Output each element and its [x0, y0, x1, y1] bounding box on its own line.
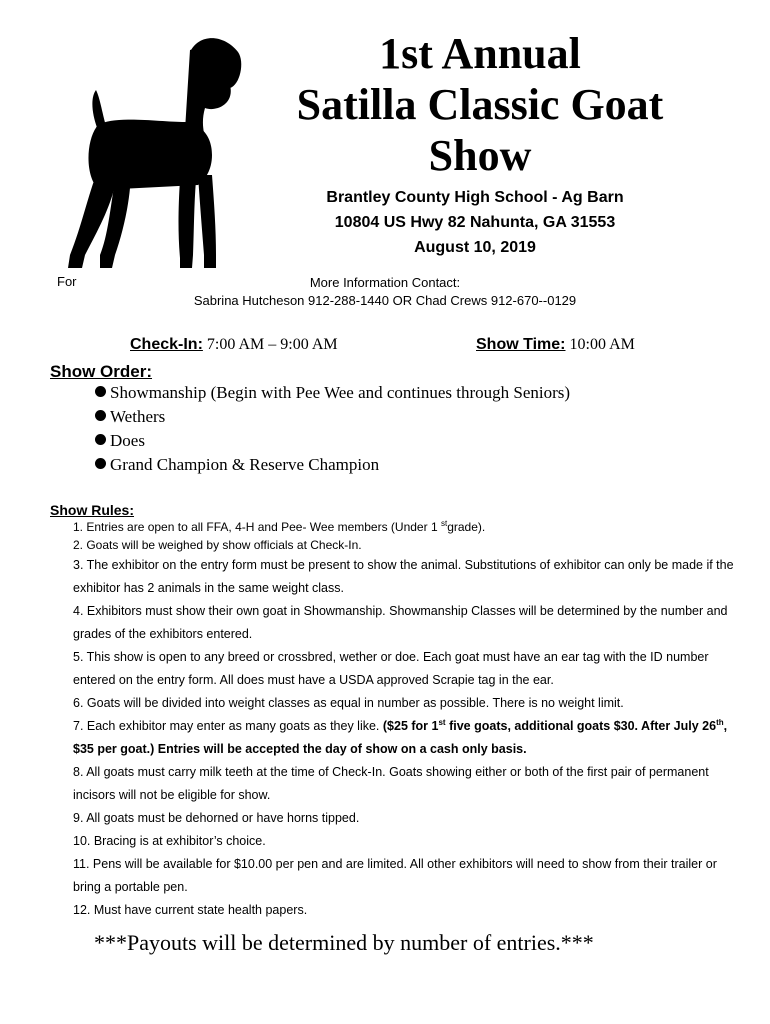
showtime-value: 10:00 AM — [569, 336, 635, 353]
show-order-heading: Show Order: — [50, 362, 153, 381]
rule-2: 2. Goats will be weighed by show officials at Check-In. — [73, 538, 362, 552]
rule-11: 11. Pens will be available for $10.00 per pen and are limited. All other exhibitors will need to show from their trailer or bring a portable pen. — [73, 857, 717, 894]
show-order-list — [95, 381, 570, 477]
show-rules-list — [73, 518, 738, 922]
title-line-1: 1st Annual — [379, 29, 581, 78]
show-rules-heading: Show Rules: — [50, 502, 135, 518]
venue-address: 10804 US Hwy 82 Nahunta, GA 31553 — [334, 214, 616, 231]
for-label: For — [57, 274, 77, 289]
rule-12: 12. Must have current state health papers. — [73, 903, 308, 917]
rule-10: 10. Bracing is at exhibitor’s choice. — [73, 834, 266, 848]
event-title — [270, 28, 690, 181]
goat-silhouette-icon — [40, 30, 250, 275]
list-item: Does — [95, 429, 570, 453]
title-line-2: Satilla Classic Goat — [296, 80, 664, 129]
showtime-label: Show Time: — [476, 336, 566, 353]
list-item: Showmanship (Begin with Pee Wee and continues through Seniors) — [95, 381, 570, 405]
showtime-row — [476, 336, 635, 354]
checkin-value: 7:00 AM – 9:00 AM — [206, 336, 338, 353]
list-item: Wethers — [95, 405, 570, 429]
list-item: Grand Champion & Reserve Champion — [95, 453, 570, 477]
rule-1: 1. Entries are open to all FFA, 4-H and Pee- Wee members (Under 1 $^{st}$grade). — [73, 519, 486, 534]
checkin-label: Check-In: — [130, 336, 203, 353]
rule-7: 7. Each exhibitor may enter as many goats as they like. ($25 for 1st five goats, additional goats $30. After July 26th, $35 per goat.) Entries will be accepted the day of show on a cash only basis. — [73, 717, 728, 756]
rule-8: 8. All goats must carry milk teeth at the time of Check-In. Goats showing either or both of the first pair of permanent incisors will not be eligible for show. — [73, 765, 709, 802]
rule-6: 6. Goats will be divided into weight classes as equal in number as possible. There is no weight limit. — [73, 696, 624, 710]
contact-heading: More Information Contact: — [309, 275, 461, 290]
title-line-3: Show — [428, 131, 532, 180]
payouts-note: ***Payouts will be determined by number of entries.*** — [94, 930, 594, 955]
bullet-icon — [95, 458, 106, 469]
contact-names: Sabrina Hutcheson 912-288-1440 OR Chad Crews 912-670--0129 — [193, 293, 577, 308]
rule-3: 3. The exhibitor on the entry form must be present to show the animal. Substitutions of exhibitor can only be made if the exhibitor has 2 animals in the same weight class. — [73, 558, 734, 595]
venue-block — [270, 185, 680, 260]
rule-9: 9. All goats must be dehorned or have horns tipped. — [73, 811, 360, 825]
bullet-icon — [95, 434, 106, 445]
checkin-row — [130, 336, 338, 354]
contact-block — [150, 274, 620, 310]
event-date: August 10, 2019 — [414, 239, 536, 256]
bullet-icon — [95, 386, 106, 397]
venue-school: Brantley County High School - Ag Barn — [326, 189, 624, 206]
rule-4: 4. Exhibitors must show their own goat in Showmanship. Showmanship Classes will be determined by the number and grades of the exhibitors entered. — [73, 604, 728, 641]
rule-5: 5. This show is open to any breed or crossbred, wether or doe. Each goat must have an ear tag with the ID number entered on the entry form. All does must have a USDA approved Scrapie tag in the ear. — [73, 650, 709, 687]
bullet-icon — [95, 410, 106, 421]
